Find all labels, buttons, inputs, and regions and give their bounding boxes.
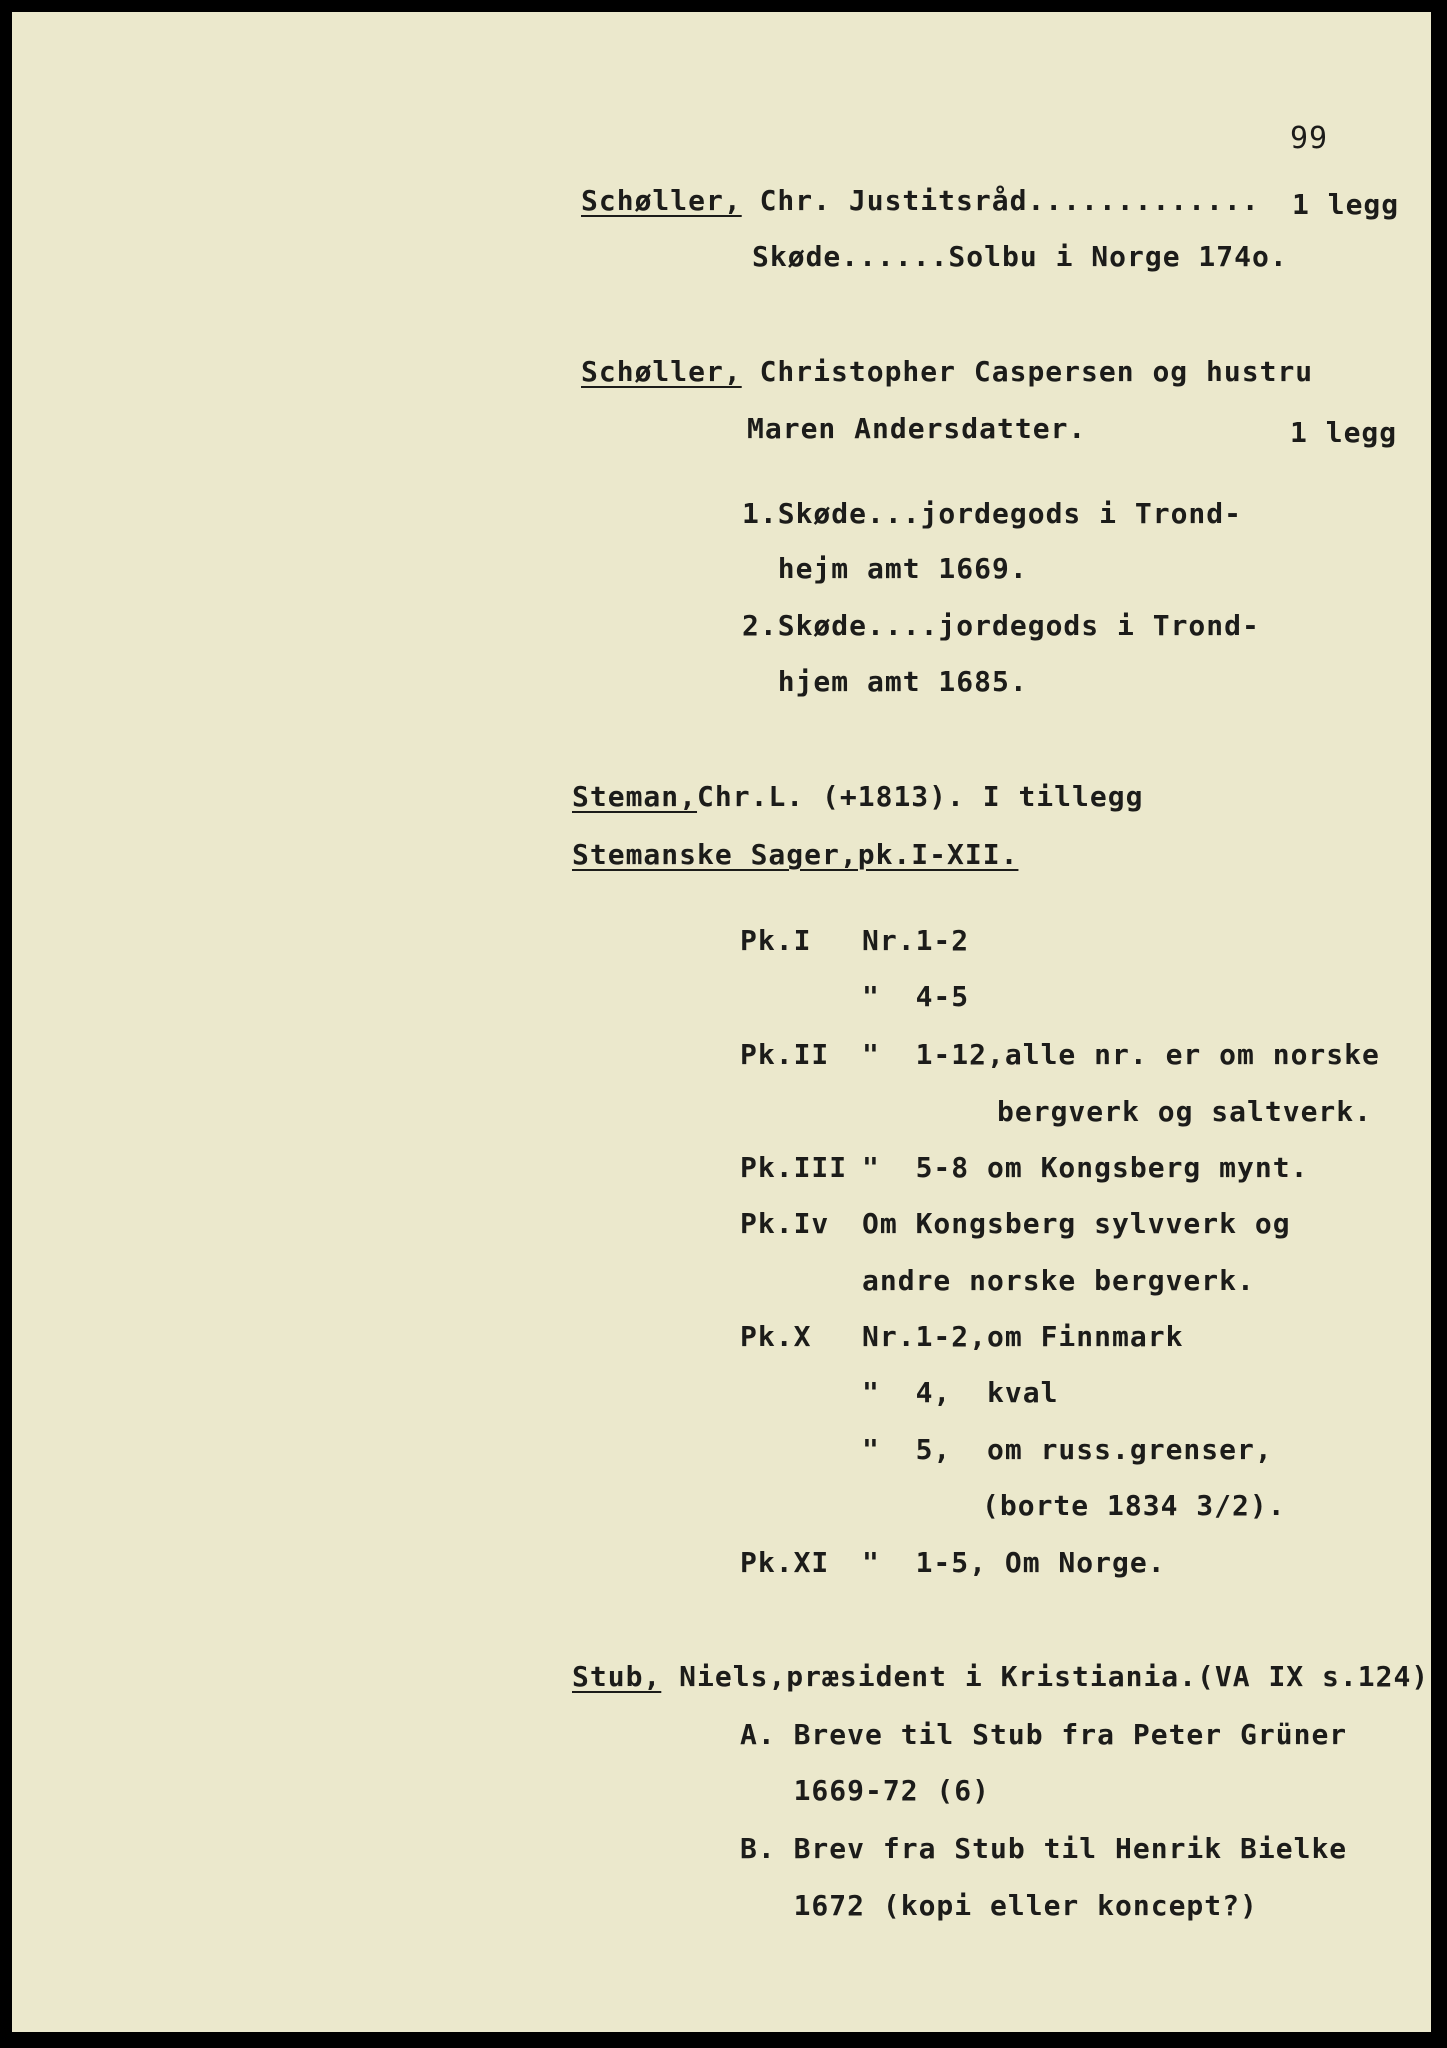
pk-text: (borte 1834 3/2).: [982, 1489, 1286, 1522]
entry-item: 1.Skøde...jordegods i Trond-: [742, 497, 1243, 530]
entry-surname: Schøller,: [581, 355, 742, 388]
entry-item: B. Brev fra Stub til Henrik Bielke: [740, 1832, 1348, 1865]
pk-text: Om Kongsberg sylvverk og: [862, 1207, 1291, 1240]
entry-item: 1672 (kopi eller koncept?): [740, 1889, 1258, 1922]
page-number: 99: [1290, 121, 1329, 156]
pk-label: Pk.Iv: [740, 1207, 830, 1240]
entry-title: Niels,præsident i Kristiania.(VA IX s.124): [661, 1660, 1430, 1693]
entry-heading: [581, 355, 1313, 389]
entry-item: 1669-72 (6): [740, 1774, 991, 1807]
pk-label: Pk.I: [740, 924, 812, 957]
entry-count: 1 legg: [1290, 416, 1398, 449]
entry-title: Christopher Caspersen og hustru: [741, 355, 1314, 388]
pk-text: bergverk og saltverk.: [997, 1095, 1373, 1128]
pk-text: Nr.1-2,om Finnmark: [862, 1320, 1184, 1353]
entry-heading: [581, 184, 1260, 218]
entry-surname: Schøller,: [581, 184, 742, 217]
pk-text: andre norske bergverk.: [862, 1264, 1255, 1297]
entry-surname: Steman,: [572, 780, 698, 813]
entry-line: Maren Andersdatter.: [747, 412, 1087, 445]
entry-line: Skøde......Solbu i Norge 174o.: [752, 240, 1288, 273]
pk-text: " 1-5, Om Norge.: [862, 1546, 1166, 1579]
entry-item: A. Breve til Stub fra Peter Grüner: [740, 1718, 1348, 1751]
entry-count: 1 legg: [1292, 188, 1400, 221]
pk-text: " 4-5: [862, 980, 970, 1013]
entry-item: hjem amt 1685.: [742, 665, 1028, 698]
pk-text: " 4, kval: [862, 1376, 1059, 1409]
entry-surname: Stub,: [572, 1660, 662, 1693]
pk-label: Pk.XI: [740, 1546, 830, 1579]
entry-title: Chr.L. (+1813). I tillegg: [697, 780, 1144, 813]
entry-heading: [572, 780, 1143, 814]
pk-text: Nr.1-2: [862, 924, 970, 957]
entry-item: hejm amt 1669.: [742, 552, 1028, 585]
entry-subtitle: Stemanske Sager,pk.I-XII.: [572, 838, 1019, 871]
pk-label: Pk.III: [740, 1151, 848, 1184]
pk-label: Pk.II: [740, 1038, 830, 1071]
pk-text: " 1-12,alle nr. er om norske: [862, 1038, 1380, 1071]
entry-title: Chr. Justitsråd.............: [741, 184, 1260, 217]
pk-text: " 5, om russ.grenser,: [862, 1433, 1273, 1466]
pk-label: Pk.X: [740, 1320, 812, 1353]
entry-item: 2.Skøde....jordegods i Trond-: [742, 609, 1260, 642]
entry-heading: [572, 1660, 1429, 1694]
document-page: [12, 12, 1431, 2032]
pk-text: " 5-8 om Kongsberg mynt.: [862, 1151, 1309, 1184]
